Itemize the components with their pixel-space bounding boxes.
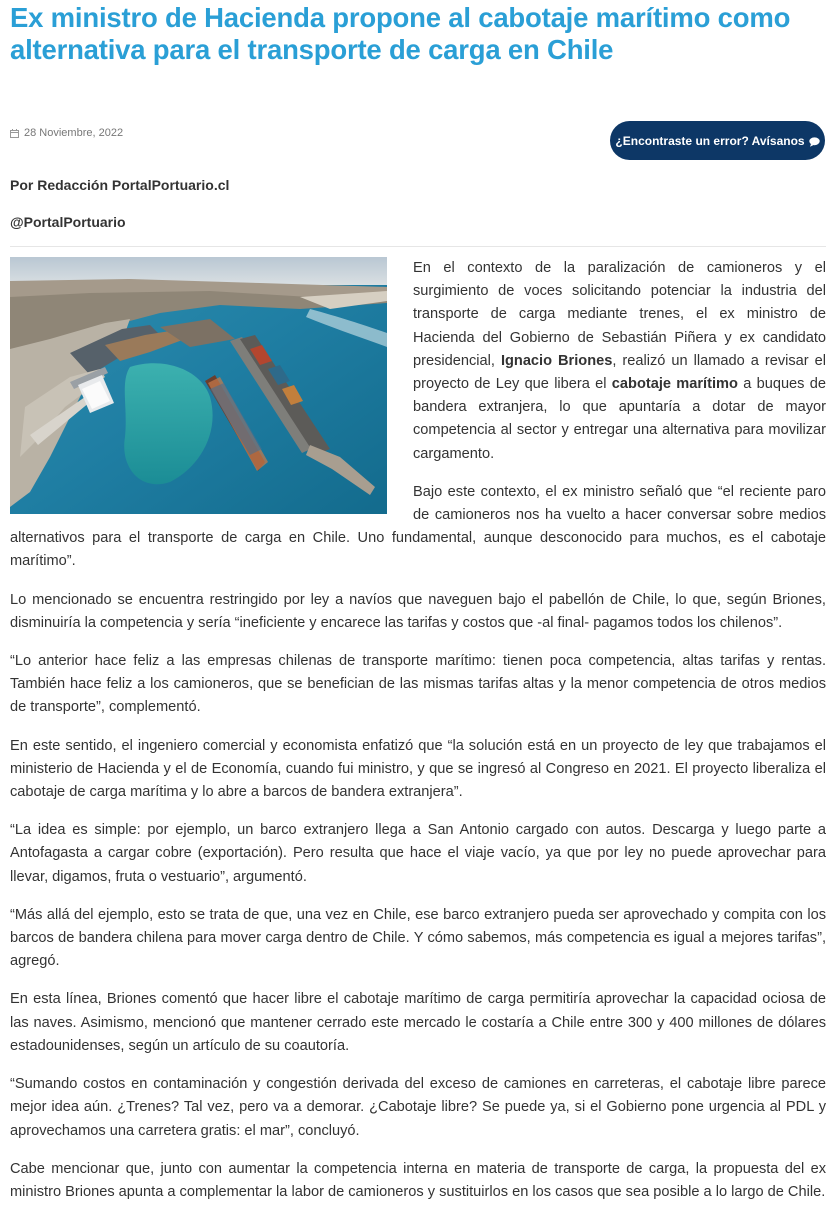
person-name: Ignacio Briones [500, 352, 613, 369]
publish-date [10, 127, 123, 139]
paragraph: “Más allá del ejemplo, esto se trata de que, una vez en Chile, ese barco extranjero pueda ser aprovechado y compita con los barcos de bandera chilena para mover carga dentro de Chile. Y cómo sabemos, más competencia es igual a mejores tarifas”, agregó. [10, 906, 826, 970]
paragraph: Cabe mencionar que, junto con aumentar la competencia interna en materia de transporte de carga, la propuesta del ex ministro Briones apunta a complementar la labor de camioneros y sustituirlos en los casos que sea posible a lo largo de Chile. [10, 1160, 826, 1200]
article-title: Ex ministro de Hacienda propone al cabotaje marítimo como alternativa para el transporte de carga en Chile [10, 2, 791, 65]
paragraph: “Sumando costos en contaminación y congestión derivada del exceso de camiones en carreteras, el cabotaje libre parece mejor idea aún. ¿Trenes? Tal vez, pero va a demorar. ¿Cabotaje libre? Se puede ya, si el Gobierno pone urgencia al PDL y aprovechamos una carretera gratis: el mar”, concluyó. [10, 1076, 826, 1139]
twitter-handle: @PortalPortuario [10, 214, 126, 230]
paragraph: En este sentido, el ingeniero comercial y economista enfatizó que “la solución está en un proyecto de ley que trabajamos el ministerio de Hacienda y el de Economía, cuando fui ministro, y que se ingresó al Congreso en 2021. El proyecto liberaliza el cabotaje de carga marítima y lo abre a barcos de bandera extranjera”. [10, 737, 826, 801]
paragraph: Lo mencionado se encuentra restringido por ley a navíos que naveguen bajo el pabellón de Chile, lo que, según Briones, disminuiría la competencia y sería “ineficiente y encarece las tarifas y costos que -al final- pagamos todos los chilenos”. [10, 591, 826, 631]
key-term: cabotaje marítimo [611, 376, 738, 393]
paragraph: En esta línea, Briones comentó que hacer libre el cabotaje marítimo de carga permitiría aprovechar la capacidad ociosa de las naves. Asimismo, mencionó que mantener cerrado este mercado le costaría a Chile entre 300 y 400 millones de dólares estadounidenses, según un artículo de su coautoría. [10, 991, 826, 1054]
article-body [10, 257, 826, 1219]
chat-bubble-icon [809, 136, 820, 146]
report-error-label: ¿Encontraste un error? Avísanos [615, 133, 805, 148]
calendar-icon [10, 129, 19, 138]
author-byline: Por Redacción PortalPortuario.cl [10, 177, 230, 193]
paragraph: “La idea es simple: por ejemplo, un barco extranjero llega a San Antonio cargado con autos. Descarga y luego parte a Antofagasta a cargar cobre (exportación). Pero resulta que hace el viaje vacío, ya que por ley no puede aprovechar para llevar, digamos, fruta o vestuario”, argumentó. [10, 822, 826, 885]
paragraph-intro: En el contexto de la paralización de camioneros y el surgimiento de voces solicitando potenciar la industria del transporte de carga mediante trenes, el ex ministro de Hacienda del Gobierno de Sebastián Piñera y ex candidato presidencial, Ignacio Briones, realizó un llamado a revisar el proyecto de Ley que libera el cabotaje marítimo a buques de bandera extranjera, lo que apuntaría a dotar de mayor competencia al sector y entregar una alternativa para movilizar cargamento. [413, 260, 826, 462]
divider [10, 246, 826, 247]
paragraph: Bajo este contexto, el ex ministro señaló que “el reciente paro de camioneros nos ha vuelto a hacer conversar sobre medios alternativos para el transporte de carga en Chile. Uno fundamental, aunque desconocido para muchos, es el cabotaje marítimo”. [10, 483, 826, 570]
paragraph: “Lo anterior hace feliz a las empresas chilenas de transporte marítimo: tienen poca competencia, altas tarifas y rentas. También hace feliz a los camioneros, que se benefician de las mismas tarifas altas y la menor competencia de otros medios de transporte”, complementó. [10, 653, 826, 716]
date-text: 28 Noviembre, 2022 [24, 127, 124, 139]
report-error-button[interactable] [610, 121, 825, 160]
port-aerial-photo [10, 257, 387, 514]
